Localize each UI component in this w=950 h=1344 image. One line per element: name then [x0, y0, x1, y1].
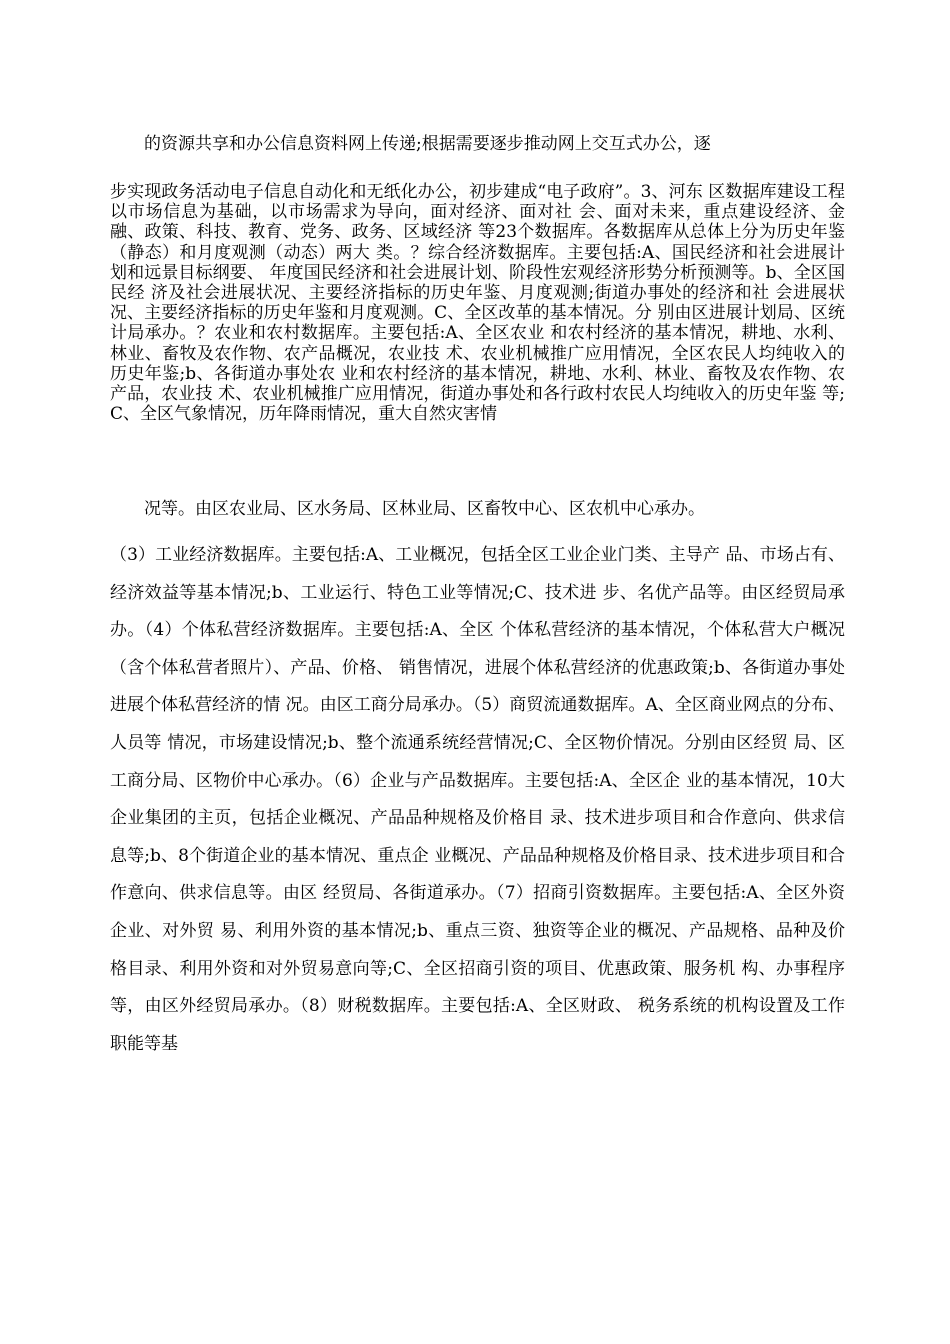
paragraph-3: 况等。由区农业局、区水务局、区林业局、区畜牧中心、区农机中心承办。 — [144, 499, 705, 519]
paragraph-2: 步实现政务活动电子信息自动化和无纸化办公，初步建成“电子政府”。3、河东 区数据库建设工程以市场信息为基础，以市场需求为导向，面对经济、面对社 会、面对未来，重点建设经济、金融、政策、科技、教育、党务、政务、区域经济 等23个数据库。各数据库从总体上分为历史年鉴（静态）和月度观测（动态）两大 类。？综合经济数据库。主要包括:A、国民经济和社会进展计划和远景目标纲要、 年度国民经济和社会进展计划、阶段性宏观经济形势分析预测等。b、全区国民经 济及社会进展状况、主要经济指标的历史年鉴、月度观测;街道办事处的经济和社 会进展状况、主要经济指标的历史年鉴和月度观测。C、全区改革的基本情况。分 别由区进展计划局、区统计局承办。？农业和农村数据库。主要包括:A、全区农业 和农村经济的基本情况，耕地、水利、林业、畜牧及农作物、农产品概况，农业技 术、农业机械推广应用情况，全区农民人均纯收入的历史年鉴;b、各街道办事处农 业和农村经济的基本情况，耕地、水利、林业、畜牧及农作物、农产品，农业技 术、农业机械推广应用情况，街道办事处和各行政村农民人均纯收入的历史年鉴 等;C、全区气象情况，历年降雨情况，重大自然灾害情 — [110, 182, 845, 425]
paragraph-1: 的资源共享和办公信息资料网上传递;根据需要逐步推动网上交互式办公，逐 — [144, 134, 711, 154]
paragraph-4: （3）工业经济数据库。主要包括:A、工业概况，包括全区工业企业门类、主导产 品、市场占有、经济效益等基本情况;b、工业运行、特色工业等情况;C、技术进 步、名优产品等。由区经贸局承办。（4）个体私营经济数据库。主要包括:A、全区 个体私营经济的基本情况，个体私营大户概况（含个体私营者照片）、产品、价格、 销售情况，进展个体私营经济的优惠政策;b、各街道办事处进展个体私营经济的情 况。由区工商分局承办。（5）商贸流通数据库。A、全区商业网点的分布、人员等 情况，市场建设情况;b、整个流通系统经营情况;C、全区物价情况。分别由区经贸 局、区工商分局、区物价中心承办。（6）企业与产品数据库。主要包括:A、全区企 业的基本情况，10大企业集团的主页，包括企业概况、产品品种规格及价格目 录、技术进步项目和合作意向、供求信息等;b、8个街道企业的基本情况、重点企 业概况、产品品种规格及价格目录、技术进步项目和合作意向、供求信息等。由区 经贸局、各街道承办。（7）招商引资数据库。主要包括:A、全区外资企业、对外贸 易、利用外资的基本情况;b、重点三资、独资等企业的概况、产品规格、品种及价 格目录、利用外资和对外贸易意向等;C、全区招商引资的项目、优惠政策、服务机 构、办事程序等，由区外经贸局承办。（8）财税数据库。主要包括:A、全区财政、 税务系统的机构设置及工作职能等基 — [110, 545, 845, 1054]
